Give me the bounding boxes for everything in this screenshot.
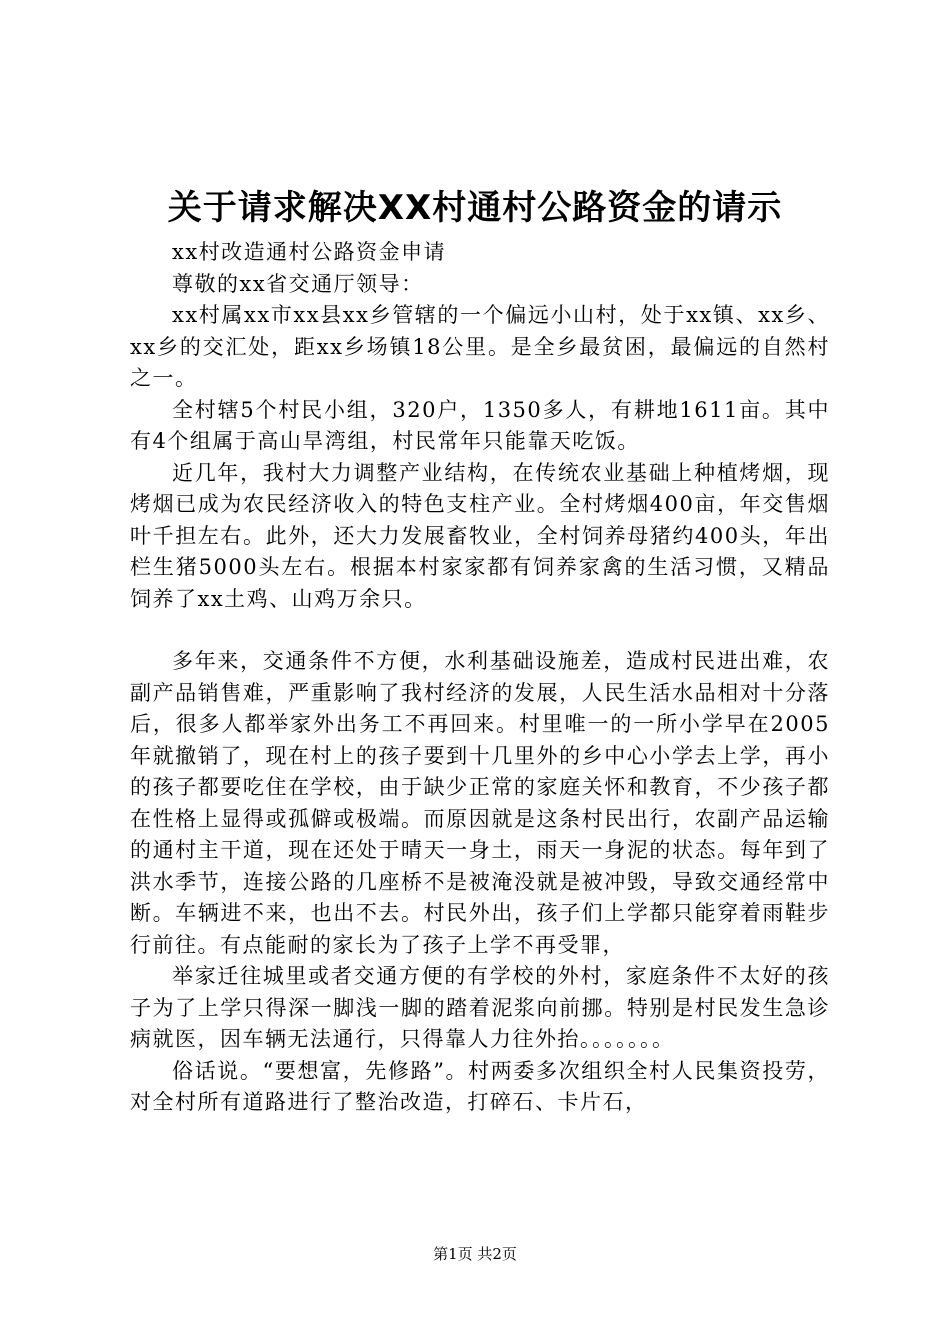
document-title: 关于请求解决XX村通村公路资金的请示 bbox=[167, 188, 783, 228]
salutation: 尊敬的xx省交通厅领导： bbox=[172, 271, 424, 296]
paragraph-transport-problems: 多年来，交通条件不方便，水利基础设施差，造成村民进出难，农副产品销售难，严重影响了我村经济的发展，人民生活水品相对十分落后，很多人都举家外出务工不再回来。村里唯一的一所小学早在2005年就撤销了，现在村上的孩子要到十几里外的乡中心小学去上学，再小的孩子都要吃住在学校，由于缺少正常的家庭关怀和教育，不少孩子都在性格上显得或孤僻或极端。而原因就是这条村民出行，农副产品运输的通村主干道，现在还处于晴天一身土，雨天一身泥的状态。每年到了洪水季节，连接公路的几座桥不是被淹没就是被冲毁，导致交通经常中断。车辆进不来，也出不去。村民外出，孩子们上学都只能穿着雨鞋步行前往。有点能耐的家长为了孩子上学不再受罪， bbox=[130, 649, 830, 957]
page-footer: 第1页 共2页 bbox=[433, 1245, 517, 1263]
document-body bbox=[130, 237, 830, 1119]
paragraph-road-building: 俗话说。“要想富，先修路”。村两委多次组织全村人民集资投劳，对全村所有道路进行了整治改造，打碎石、卡片石， bbox=[130, 1058, 830, 1114]
paragraph-village-population: 全村辖5个村民小组，320户，1350多人，有耕地1611亩。其中有4个组属于高山旱湾组，村民常年只能靠天吃饭。 bbox=[130, 397, 830, 453]
paragraph-relocation: 举家迁往城里或者交通方便的有学校的外村，家庭条件不太好的孩子为了上学只得深一脚浅一脚的踏着泥浆向前挪。特别是村民发生急诊病就医，因车辆无法通行，只得靠人力往外抬。。。。。。。 bbox=[130, 964, 830, 1051]
subject-line: xx村改造通村公路资金申请 bbox=[172, 240, 447, 264]
paragraph-village-location: xx村属xx市xx县xx乡管辖的一个偏远小山村，处于xx镇、xx乡、xx乡的交汇处，距xx乡场镇18公里。是全乡最贫困，最偏远的自然村之一。 bbox=[130, 303, 830, 390]
paragraph-industry: 近几年，我村大力调整产业结构，在传统农业基础上种植烤烟，现烤烟已成为农民经济收入的特色支柱产业。全村烤烟400亩，年交售烟叶千担左右。此外，还大力发展畜牧业，全村饲养母猪约400头，年出栏生猪5000头左右。根据本村家家都有饲养家禽的生活习惯，又精品饲养了xx土鸡、山鸡万余只。 bbox=[130, 460, 830, 611]
